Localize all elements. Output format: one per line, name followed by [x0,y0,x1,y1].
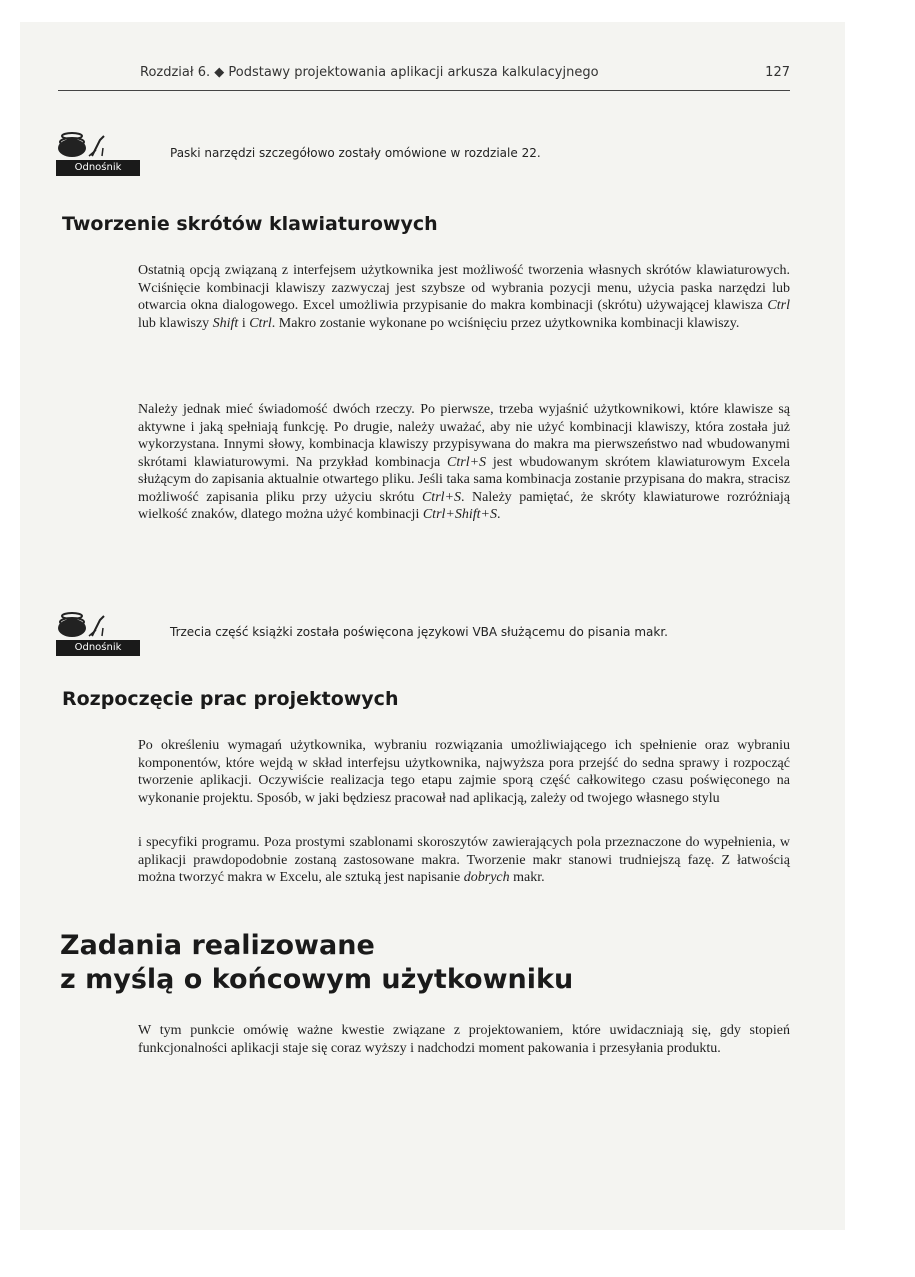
bowl-and-pen-icon [56,128,142,162]
reference-note-text: Paski narzędzi szczegółowo zostały omówione w rozdziale 22. [170,146,541,160]
header-rule [58,90,790,91]
chapter-title: Rozdział 6. ◆ Podstawy projektowania aplikacji arkusza kalkulacyjnego [140,65,599,80]
section-heading: Tworzenie skrótów klawiaturowych [62,213,438,235]
reference-note-icon [56,128,142,176]
reference-badge: Odnośnik [56,640,140,656]
body-paragraph: W tym punkcie omówię ważne kwestie związane z projektowaniem, które uwidaczniają się, gdy stopień funkcjonalności aplikacji staje się coraz wyższy i nadchodzi moment pakowania i przesyłania produktu. [138,1023,790,1056]
reference-badge: Odnośnik [56,160,140,176]
section-heading: Rozpoczęcie prac projektowych [62,688,399,710]
bowl-and-pen-icon [56,608,142,642]
body-paragraph: i specyfiki programu. Poza prostymi szablonami skoroszytów zawierających pola przeznaczone do wypełnienia, w aplikacji prawdopodobnie zostaną zastosowane makra. Tworzenie makr stanowi trudniejszą fazę. Z łatwością można tworzyć makra w Excelu, ale sztuką jest napisanie dobrych makr. [138,835,790,885]
page-number: 127 [765,65,790,80]
chapter-section-title: Zadania realizowane z myślą o końcowym użytkowniku [60,930,574,995]
body-paragraph: Po określeniu wymagań użytkownika, wybraniu rozwiązania umożliwiającego ich spełnienie oraz wybraniu komponentów, które wejdą w skład interfejsu użytkownika, najwyższa pora przejść do sedna sprawy i rozpocząć tworzenie aplikacji. Oczywiście realizacja tego etapu zajmie sporą część całkowitego czasu poświęconego na wykonanie projektu. Sposób, w jaki będziesz pracował nad aplikacją, zależy od twojego własnego stylu [138,738,790,806]
running-header [140,65,790,80]
body-paragraph: Ostatnią opcją związaną z interfejsem użytkownika jest możliwość tworzenia własnych skrótów klawiaturowych. Wciśnięcie kombinacji klawiszy zazwyczaj jest szybsze od wybrania pozycji menu, użycia paska narzędzi lub otwarcia okna dialogowego. Excel umożliwia przypisanie do makra kombinacji (skrótu) używającej klawisza Ctrl lub klawiszy Shift i Ctrl. Makro zostanie wykonane po wciśnięciu przez użytkownika kombinacji klawiszy. [138,263,790,331]
reference-note-text: Trzecia część książki została poświęcona językowi VBA służącemu do pisania makr. [170,625,668,639]
body-paragraph: Należy jednak mieć świadomość dwóch rzeczy. Po pierwsze, trzeba wyjaśnić użytkownikowi, które klawisze są aktywne i jaką spełniają funkcję. Po drugie, należy uważać, aby nie użyć kombinacji klawiszy, która została już wykorzystana. Innymi słowy, kombinacja klawiszy przypisywana do makra ma pierwszeństwo nad wbudowanymi skrótami klawiaturowymi. Na przykład kombinacja Ctrl+S jest wbudowanym skrótem klawiaturowym Excela służącym do zapisania aktualnie otwartego pliku. Jeśli taka sama kombinacja zostanie przypisana do makra, stracisz możliwość zapisania pliku przy użyciu skrótu Ctrl+S. Należy pamiętać, że skróty klawiaturowe rozróżniają wielkość znaków, dlatego można użyć kombinacji Ctrl+Shift+S. [138,402,790,522]
reference-note-icon [56,608,142,656]
